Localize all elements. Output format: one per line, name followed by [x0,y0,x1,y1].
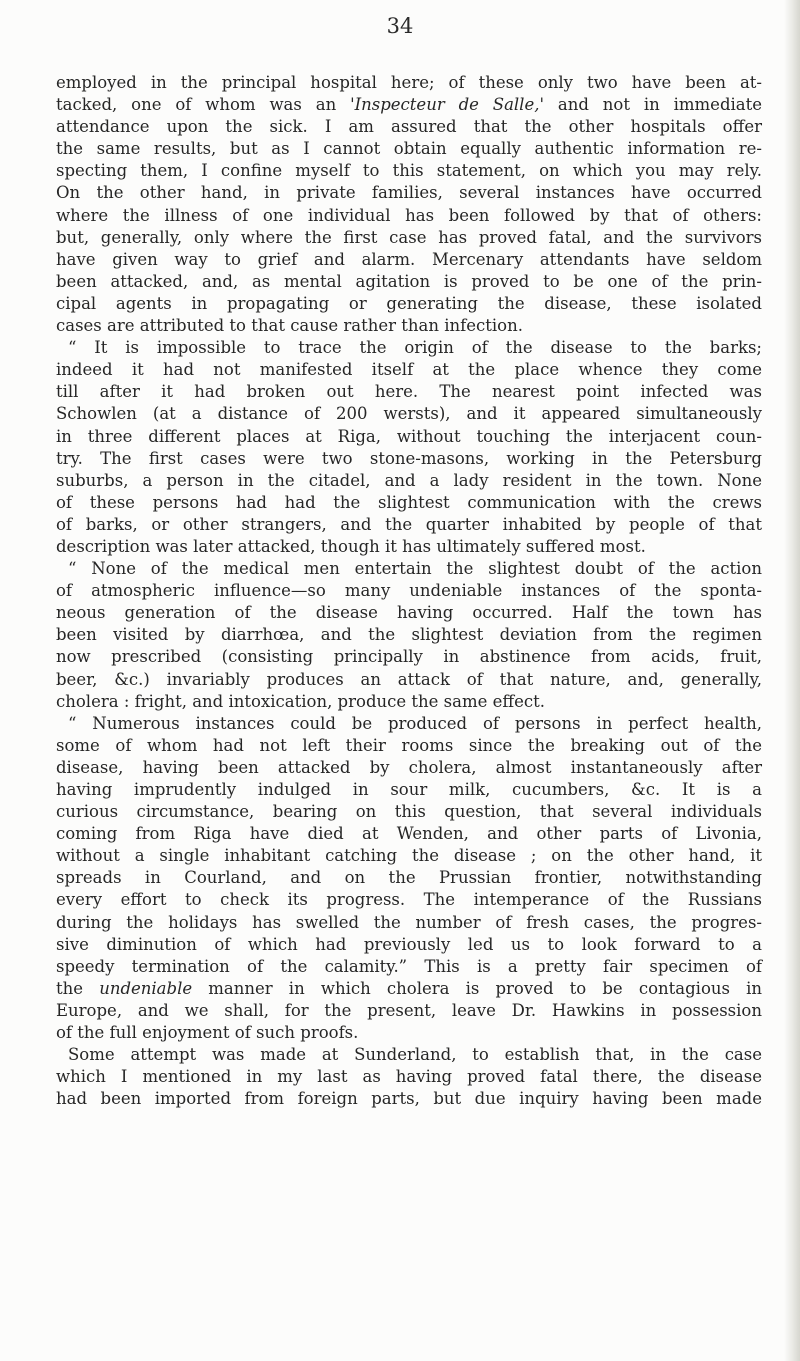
text-line: sive diminution of which had previously led us to look forward to a [56,934,762,954]
text-line: cholera : fright, and intoxication, produce the same effect. [56,691,545,711]
text-line: every effort to check its progress. The intemperance of the Russians [56,890,762,910]
text-line: till after it had broken out here. The nearest point infected was [56,382,762,402]
text-line: coming from Riga have died at Wenden, and other parts of Livonia, [56,824,762,844]
text-line: but, generally, only where the first case has proved fatal, and the survivors [56,227,762,247]
text-line: Europe, and we shall, for the present, leave Dr. Hawkins in possession [56,1000,762,1020]
text-run: manner in which cholera is proved to be contagious in [208,978,763,998]
text-line: of these persons had had the slightest communication with the crews [56,492,762,512]
text-line: now prescribed (consisting principally in abstinence from acids, fruit, [56,647,762,667]
text-line: the same results, but as I cannot obtain equally authentic information re- [56,139,762,159]
text-line: Some attempt was made at Sunderland, to establish that, in the case [68,1045,762,1065]
text-line: during the holidays has swelled the number of fresh cases, the progres- [56,912,762,932]
text-line: specting them, I confine myself to this statement, on which you may rely. [56,161,762,181]
text-line: been visited by diarrhœa, and the slightest deviation from the regimen [56,625,762,645]
text-line: cases are attributed to that cause rather than infection. [56,316,523,336]
text-line: indeed it had not manifested itself at the place whence they come [56,360,762,380]
body-text [56,72,762,1110]
text-line [56,94,762,116]
text-line: employed in the principal hospital here; of these only two have been at- [56,73,762,92]
text-line: description was later attacked, though it has ultimately suffered most. [56,536,646,556]
text-run: the [56,978,84,998]
text-line: “ It is impossible to trace the origin of the disease to the barks; [68,338,762,358]
text-line: where the illness of one individual has been followed by that of others: [56,205,762,225]
text-line: Schowlen (at a distance of 200 wersts), and it appeared simultaneously [56,404,762,424]
text-line: disease, having been attacked by cholera, almost instantaneously after [56,757,762,777]
italic-word: undeniable [99,978,193,998]
text-line: without a single inhabitant catching the disease ; on the other hand, it [56,846,762,866]
text-line: been attacked, and, as mental agitation is proved to be one of the prin- [56,271,762,291]
page-number: 34 [386,14,414,38]
text-run: and not in immediate [557,95,763,115]
text-line: some of whom had not left their rooms since the breaking out of the [56,735,762,755]
text-line: spreads in Courland, and on the Prussian frontier, notwithstanding [56,868,762,888]
text-line: speedy termination of the calamity.” This is a pretty fair specimen of [56,956,762,976]
text-line: “ None of the medical men entertain the slightest doubt of the action [68,559,762,579]
italic-title: 'Inspecteur de Salle,' [350,95,545,115]
text-line: attendance upon the sick. I am assured that the other hospitals offer [56,117,762,137]
text-line: which I mentioned in my last as having proved fatal there, the disease [56,1067,762,1087]
page-edge-shadow [784,0,800,1361]
text-line: try. The first cases were two stone-masons, working in the Petersburg [56,448,762,468]
text-line: of barks, or other strangers, and the quarter inhabited by people of that [56,514,762,534]
text-line: curious circumstance, bearing on this question, that several individuals [56,802,762,822]
text-run: tacked, one of whom was an [56,95,337,115]
text-line: beer, &c.) invariably produces an attack of that nature, and, generally, [56,669,762,689]
text-line: have given way to grief and alarm. Mercenary attendants have seldom [56,249,762,269]
text-line: neous generation of the disease having occurred. Half the town has [56,603,762,623]
text-line: suburbs, a person in the citadel, and a lady resident in the town. None [56,470,762,490]
text-line: of atmospheric influence—so many undeniable instances of the sponta- [56,581,762,601]
text-line: On the other hand, in private families, several instances have occurred [56,183,762,203]
text-line: of the full enjoyment of such proofs. [56,1023,359,1043]
text-line: cipal agents in propagating or generating the disease, these isolated [56,293,762,313]
text-line: “ Numerous instances could be produced of persons in perfect health, [68,713,762,733]
text-line: in three different places at Riga, without touching the interjacent coun- [56,426,762,446]
text-line [56,978,762,1000]
text-line: having imprudently indulged in sour milk, cucumbers, &c. It is a [56,780,762,799]
text-line: had been imported from foreign parts, but due inquiry having been made [56,1089,762,1109]
